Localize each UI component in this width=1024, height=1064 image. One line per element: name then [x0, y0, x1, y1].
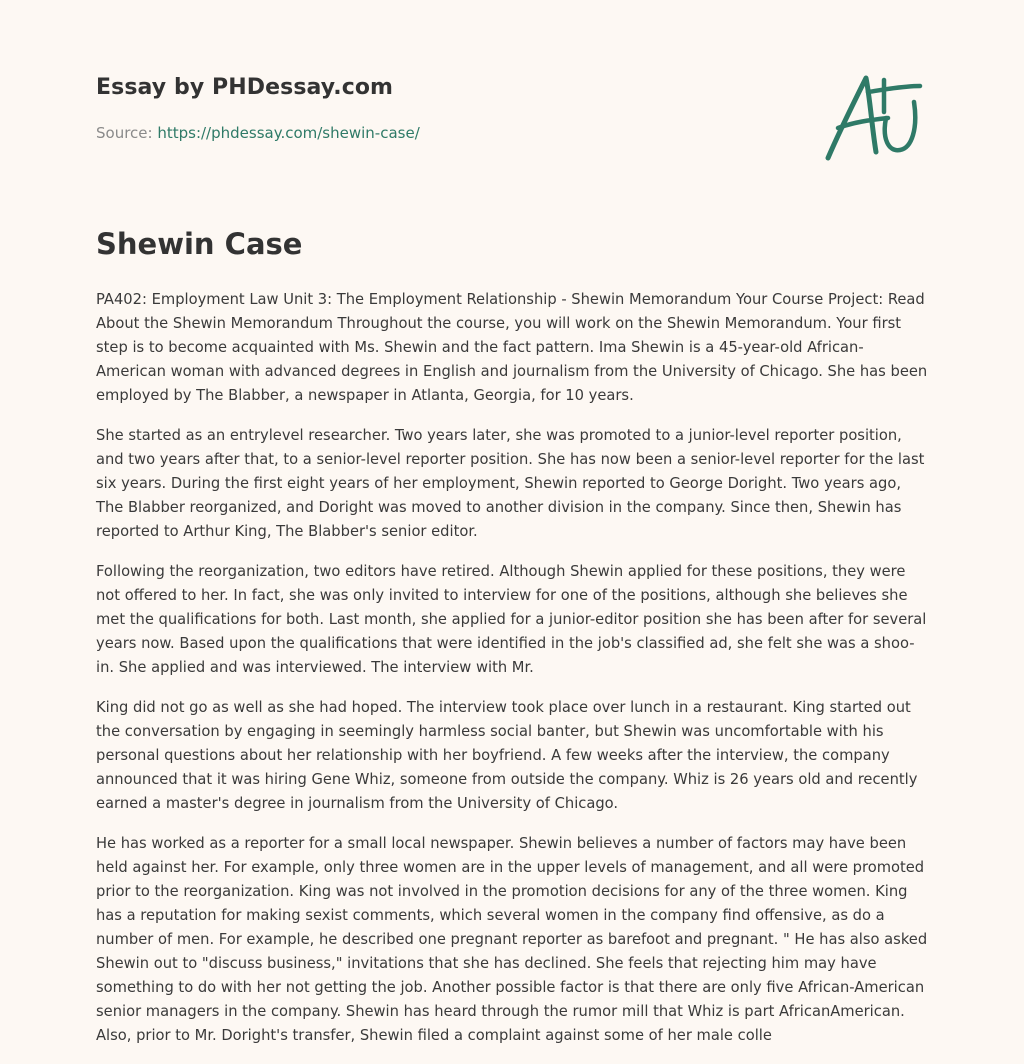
source-link[interactable]: https://phdessay.com/shewin-case/: [157, 124, 420, 142]
source-line: [96, 124, 420, 142]
essay-paragraph: King did not go as well as she had hoped. The interview took place over lunch in a restaurant. King started out the conversation by engaging in seemingly harmless social banter, but Shewin was uncomfortable with his personal questions about her relationship with her boyfriend. A few weeks after the interview, the company announced that it was hiring Gene Whiz, someone from outside the company. Whiz is 26 years old and recently earned a master's degree in journalism from the University of Chicago.: [96, 699, 918, 812]
essay-title: Shewin Case: [96, 227, 303, 261]
source-label: Source:: [96, 124, 158, 142]
essay-paragraph: Following the reorganization, two editors have retired. Although Shewin applied for these positions, they were not offered to her. In fact, she was only invited to interview for one of the positions, although she believes she met the qualifications for both. Last month, she applied for a junior-editor position she has been after for several years now. Based upon the qualifications that were identified in the job's classified ad, she felt she was a shoo-in. She applied and was interviewed. The interview with Mr.: [96, 563, 927, 676]
essay-paragraph: PA402: Employment Law Unit 3: The Employment Relationship - Shewin Memorandum Your Course Project: Read About the Shewin Memorandum Throughout the course, you will work on the Shewin Memorandum. Your first step is to become acquainted with Ms. Shewin and the fact pattern. Ima Shewin is a 45-year-old African-American woman with advanced degrees in English and journalism from the University of Chicago. She has been employed by The Blabber, a newspaper in Atlanta, Georgia, for 10 years.: [96, 291, 928, 404]
site-title: Essay by PHDessay.com: [96, 75, 394, 100]
page-header: [96, 0, 928, 180]
a-plus-logo-icon: [822, 68, 926, 164]
essay-content: [96, 222, 930, 1064]
essay-paragraph: He has worked as a reporter for a small local newspaper. Shewin believes a number of factors may have been held against her. For example, only three women are in the upper levels of management, and all were promoted prior to the reorganization. King was not involved in the promotion decisions for any of the three women. King has a reputation for making sexist comments, which several women in the company find offensive, as do a number of men. For example, he described one pregnant reporter as barefoot and pregnant. " He has also asked Shewin out to "discuss business," invitations that she has declined. She feels that rejecting him may have something to do with her not getting the job. Another possible factor is that there are only five African-American senior managers in the company. Shewin has heard through the rumor mill that Whiz is part AfricanAmerican. Also, prior to Mr. Doright's transfer, Shewin filed a complaint against some of her male colle: [96, 835, 928, 1044]
essay-paragraph: She started as an entrylevel researcher. Two years later, she was promoted to a junior-level reporter position, and two years after that, to a senior-level reporter position. She has now been a senior-level reporter for the last six years. During the first eight years of her employment, Shewin reported to George Doright. Two years ago, The Blabber reorganized, and Doright was moved to another division in the company. Since then, Shewin has reported to Arthur King, The Blabber's senior editor.: [96, 427, 925, 540]
essay-body: [96, 288, 930, 1048]
